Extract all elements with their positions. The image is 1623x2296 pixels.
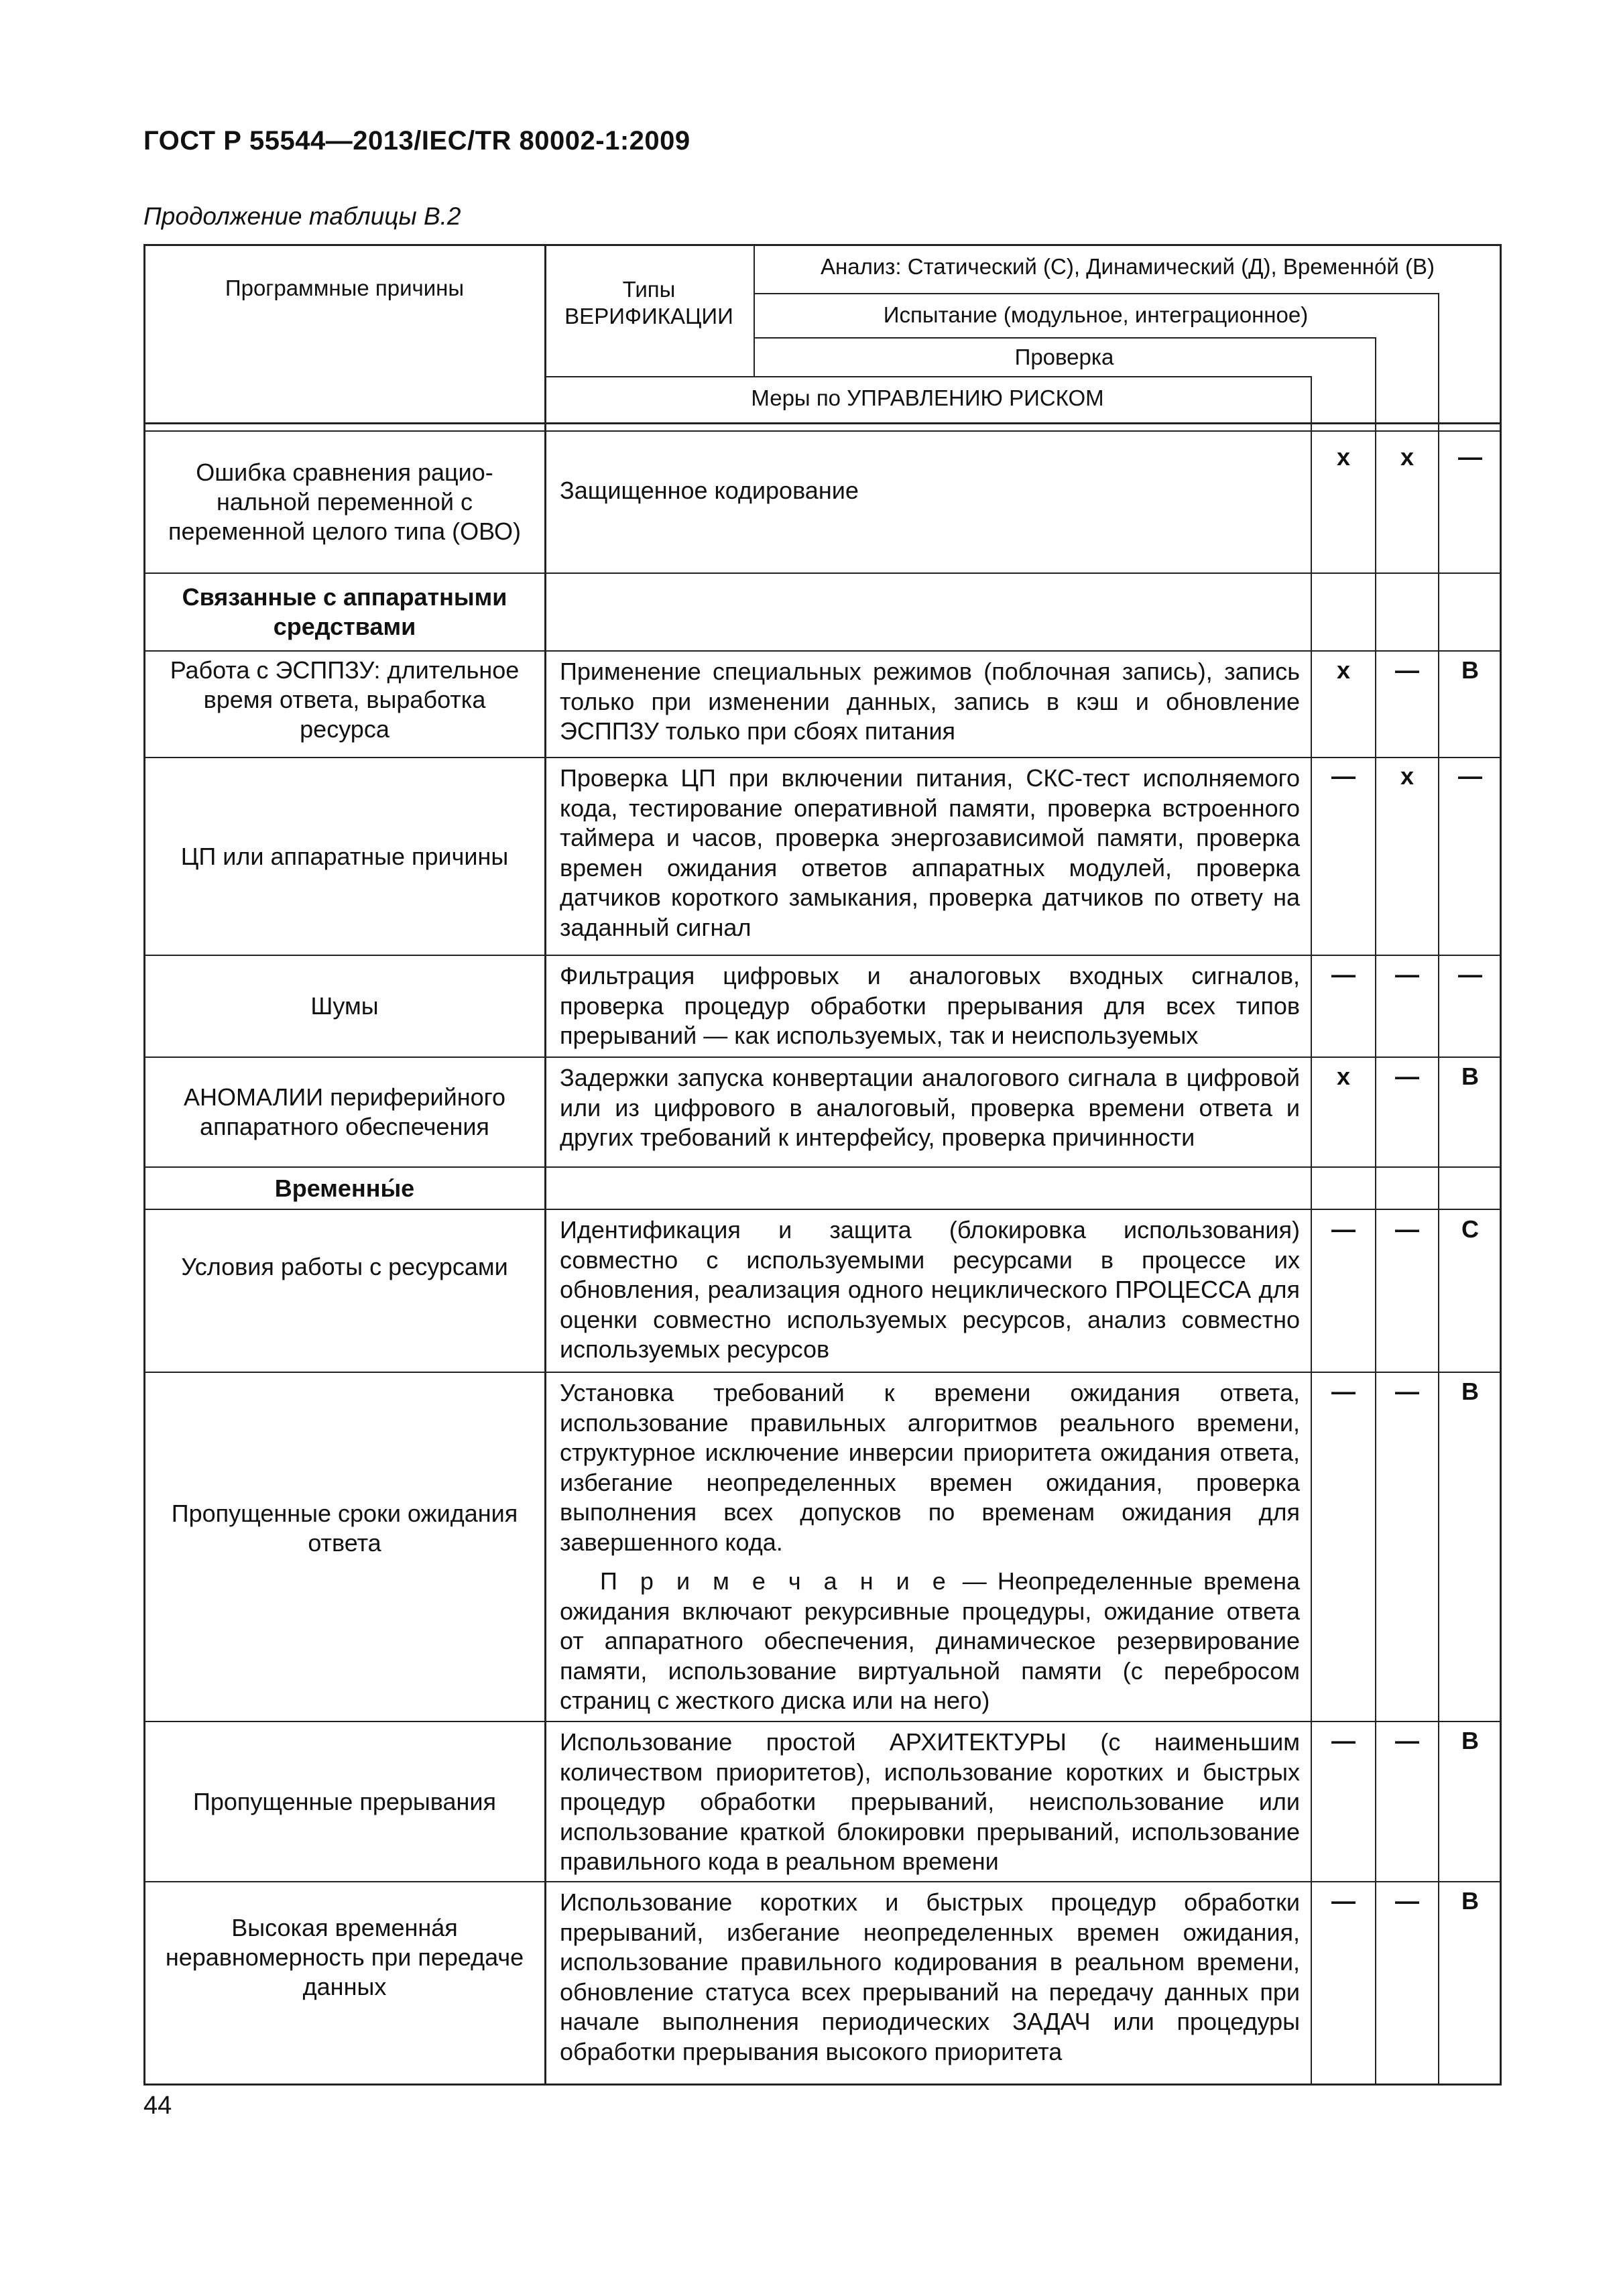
mark-inspection: — <box>1331 1727 1356 1754</box>
page-number: 44 <box>143 2092 172 2120</box>
row-cause: Высокая временна́я неравномерность при передаче данных <box>165 1914 524 2000</box>
mark-analysis: В <box>1461 1378 1479 1405</box>
mark-testing: — <box>1395 1887 1419 1915</box>
divider-analysis <box>1438 293 1439 2086</box>
note-label: П р и м е ч а н и е <box>600 1567 952 1595</box>
row-measure <box>546 956 1311 1051</box>
row-measure-text: Установка требований к времени ожидания ответа, использование правильных алгоритмов реального времени, структурное исключение инверсии приоритета ожидания ответа, избегание неопределенных времен ожидания, проверка выполнения всех допусков по временам ожидания для завершенного кода. <box>560 1379 1300 1556</box>
row-cause: Шумы <box>310 992 379 1020</box>
mark-testing: — <box>1395 961 1419 988</box>
row-measure <box>546 1882 1311 2067</box>
row-cause: Пропущенные сроки ожидания ответа <box>171 1500 518 1557</box>
mark-analysis: В <box>1461 1063 1479 1090</box>
divider-inspection <box>1311 376 1312 2086</box>
mark-inspection: — <box>1331 961 1356 988</box>
mark-testing: — <box>1395 656 1419 684</box>
mark-analysis: — <box>1458 443 1482 471</box>
mark-inspection: — <box>1331 762 1356 790</box>
head-bottom-line <box>143 422 1502 424</box>
row-cause: АНОМАЛИИ периферийного аппаратного обеспечения <box>184 1083 505 1140</box>
note-text: — Неопределенные времена ожидания включают рекурсивные процедуры, ожидание ответа от аппаратного обеспечения, динамическое резервирование памяти, использование виртуальной памяти (с перебросом страниц с жесткого диска или на него) <box>560 1567 1300 1714</box>
row-measure-text: Применение специальных режимов (поблочная запись), запись только при изменении данных, запись в кэш и обновление ЭСППЗУ только при сбоях питания <box>560 658 1300 745</box>
mark-inspection: x <box>1336 1063 1351 1090</box>
row-measure <box>546 1210 1311 1365</box>
mark-analysis: В <box>1461 1727 1479 1754</box>
group-heading: Временны́е <box>274 1174 415 1202</box>
mark-analysis: — <box>1458 961 1482 988</box>
mark-testing: — <box>1395 1727 1419 1754</box>
head-inspection: Проверка <box>1014 345 1114 369</box>
row-measure-text: Защищенное кодирование <box>560 476 859 504</box>
row-cause: Ошибка сравнения рацио-нальной переменной с переменной целого типа (ОВО) <box>168 459 521 545</box>
mark-inspection: x <box>1336 656 1351 684</box>
row-measure-text: Идентификация и защита (блокировка использования) совместно с используемыми ресурсами в процессе их обновления, реализация одного нециклического ПРОЦЕССА для оценки совместно используемых ресурсов, анализ совместно используемых ресурсов <box>560 1216 1300 1363</box>
mark-testing: x <box>1400 762 1415 790</box>
mark-testing: x <box>1400 443 1415 471</box>
mark-inspection: — <box>1331 1378 1356 1405</box>
head-cause: Программные причины <box>225 276 465 300</box>
head-measures: Меры по УПРАВЛЕНИЮ РИСКОМ <box>751 385 1104 410</box>
row-measure-text: Задержки запуска конвертации аналогового сигнала в цифровой или из цифрового в аналоговый, проверка времени ответа и других требований к интерфейсу, проверка причинности <box>560 1064 1300 1151</box>
row-note <box>560 1567 1300 1716</box>
row-measure <box>546 652 1311 747</box>
group-heading: Связанные с аппаратными средствами <box>182 583 507 640</box>
mark-inspection: — <box>1331 1215 1356 1243</box>
row-cause: ЦП или аппаратные причины <box>180 842 509 870</box>
head-line-analysis <box>754 293 1439 294</box>
mark-testing: — <box>1395 1063 1419 1090</box>
mark-testing: — <box>1395 1378 1419 1405</box>
head-analysis: Анализ: Статический (С), Динамический (Д), Временно́й (В) <box>821 254 1435 279</box>
row-measure <box>546 1722 1311 1877</box>
head-line-testing <box>754 337 1376 339</box>
divider-testing <box>1375 337 1376 2086</box>
row-measure <box>546 758 1311 943</box>
mark-analysis: — <box>1458 762 1482 790</box>
mark-analysis: С <box>1461 1215 1479 1243</box>
row-measure-text: Фильтрация цифровых и аналоговых входных сигналов, проверка процедур обработки прерывания для всех типов прерываний — как используемых, так и неиспользуемых <box>560 962 1300 1049</box>
mark-inspection: — <box>1331 1887 1356 1915</box>
row-cause: Условия работы с ресурсами <box>181 1253 508 1280</box>
row-measure <box>546 1058 1311 1153</box>
head-line-inspection <box>544 376 1312 377</box>
mark-analysis: В <box>1461 1887 1479 1915</box>
row-measure-text: Использование коротких и быстрых процедур обработки прерываний, избегание неопределенных времен ожидания, использование правильного кодирования в реальном времени, обновление статуса всех прерываний на передачу данных при начале выполнения периодических ЗАДАЧ или процедуры обработки прерывания высокого приоритета <box>560 1888 1300 2065</box>
row-measure <box>546 432 1311 544</box>
row-cause: Работа с ЭСППЗУ: длительное время ответа, выработка ресурса <box>170 656 520 743</box>
row-cause: Пропущенные прерывания <box>193 1787 496 1815</box>
row-measure-text: Использование простой АРХИТЕКТУРЫ (с наименьшим количеством приоритетов), использование коротких и быстрых процедур обработки прерываний, неиспользование или использование краткой блокировки прерываний, использование правильного кода в реальном времени <box>560 1728 1300 1875</box>
head-types-1: Типы <box>622 277 676 302</box>
mark-inspection: x <box>1336 443 1351 471</box>
mark-testing: — <box>1395 1215 1419 1243</box>
row-measure-text: Проверка ЦП при включении питания, СКС-тест исполняемого кода, тестирование оперативной памяти, проверка встроенного таймера и часов, проверка энергозависимой памяти, проверка времен ожидания ответов аппаратных модулей, проверка датчиков короткого замыкания, проверка датчиков по ответу на заданный сигнал <box>560 764 1300 941</box>
mark-analysis: В <box>1461 656 1479 684</box>
head-types-2: ВЕРИФИКАЦИИ <box>564 304 733 328</box>
document-header: ГОСТ Р 55544—2013/IEC/TR 80002-1:2009 <box>143 126 690 156</box>
table-caption: Продолжение таблицы В.2 <box>143 202 461 230</box>
row-measure <box>546 1373 1311 1716</box>
head-testing: Испытание (модульное, интеграционное) <box>883 302 1309 327</box>
